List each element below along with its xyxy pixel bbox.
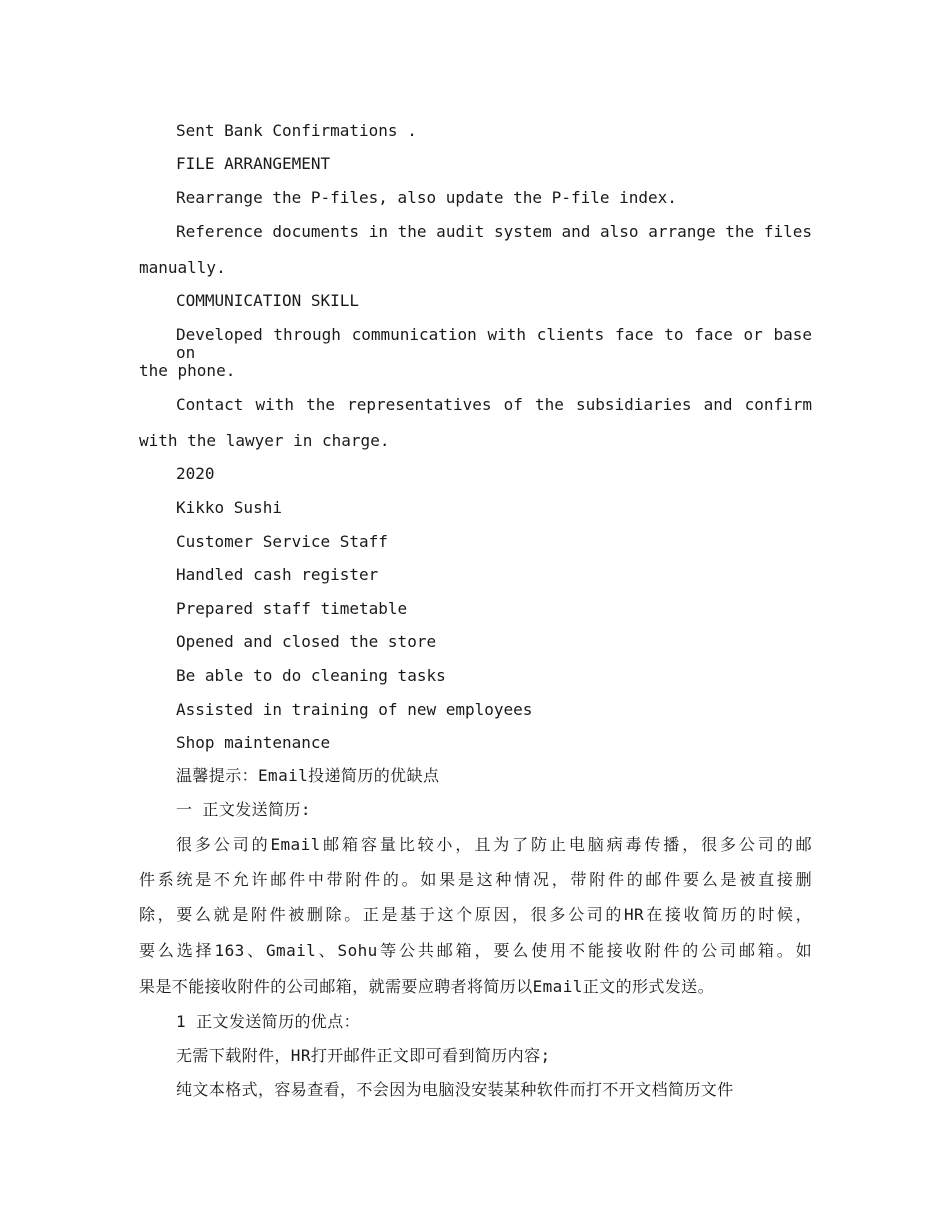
text-line: manually. <box>139 258 226 277</box>
duty-item: Be able to do cleaning tasks <box>176 666 446 685</box>
text-line: Contact with the representatives of the subsidiaries and confirm <box>176 395 812 414</box>
duty-item: Opened and closed the store <box>176 632 437 651</box>
year-label: 2020 <box>176 464 215 483</box>
duty-item: Shop maintenance <box>176 733 331 752</box>
text-line: 除，要么就是附件被删除。正是基于这个原因，很多公司的HR在接收简历的时候， <box>139 905 812 924</box>
duty-item: Handled cash register <box>176 565 379 584</box>
section-heading: 一 正文发送简历: <box>176 800 311 819</box>
text-line: with the lawyer in charge. <box>139 431 390 450</box>
section-heading: FILE ARRANGEMENT <box>176 154 331 173</box>
text-line: Rearrange the P-files, also update the P-file index. <box>176 188 677 207</box>
text-line: the phone. <box>139 361 236 380</box>
text-line: 果是不能接收附件的公司邮箱，就需要应聘者将简历以Email正文的形式发送。 <box>139 977 714 996</box>
duty-item: Assisted in training of new employees <box>176 700 533 719</box>
text-line: 要么选择163、Gmail、Sohu等公共邮箱，要么使用不能接收附件的公司邮箱。如 <box>139 941 812 960</box>
section-heading: COMMUNICATION SKILL <box>176 291 360 310</box>
text-line: Developed through communication with clients face to face or base on <box>176 325 812 362</box>
text-line: 纯文本格式，容易查看，不会因为电脑没安装某种软件而打不开文档简历文件 <box>176 1080 734 1099</box>
text-line: 件系统是不允许邮件中带附件的。如果是这种情况，带附件的邮件要么是被直接删 <box>139 870 812 889</box>
duty-item: Prepared staff timetable <box>176 599 408 618</box>
tip-heading: 温馨提示：Email投递简历的优缺点 <box>176 766 440 785</box>
text-line: 很多公司的Email邮箱容量比较小，且为了防止电脑病毒传播，很多公司的邮 <box>176 835 812 854</box>
employer-name: Kikko Sushi <box>176 498 282 517</box>
section-heading: 1 正文发送简历的优点： <box>176 1012 361 1031</box>
text-line: 无需下载附件，HR打开邮件正文即可看到简历内容; <box>176 1046 551 1065</box>
text-line: Sent Bank Confirmations . <box>176 121 417 140</box>
job-title: Customer Service Staff <box>176 532 388 551</box>
text-line: Reference documents in the audit system and also arrange the files <box>176 222 812 241</box>
